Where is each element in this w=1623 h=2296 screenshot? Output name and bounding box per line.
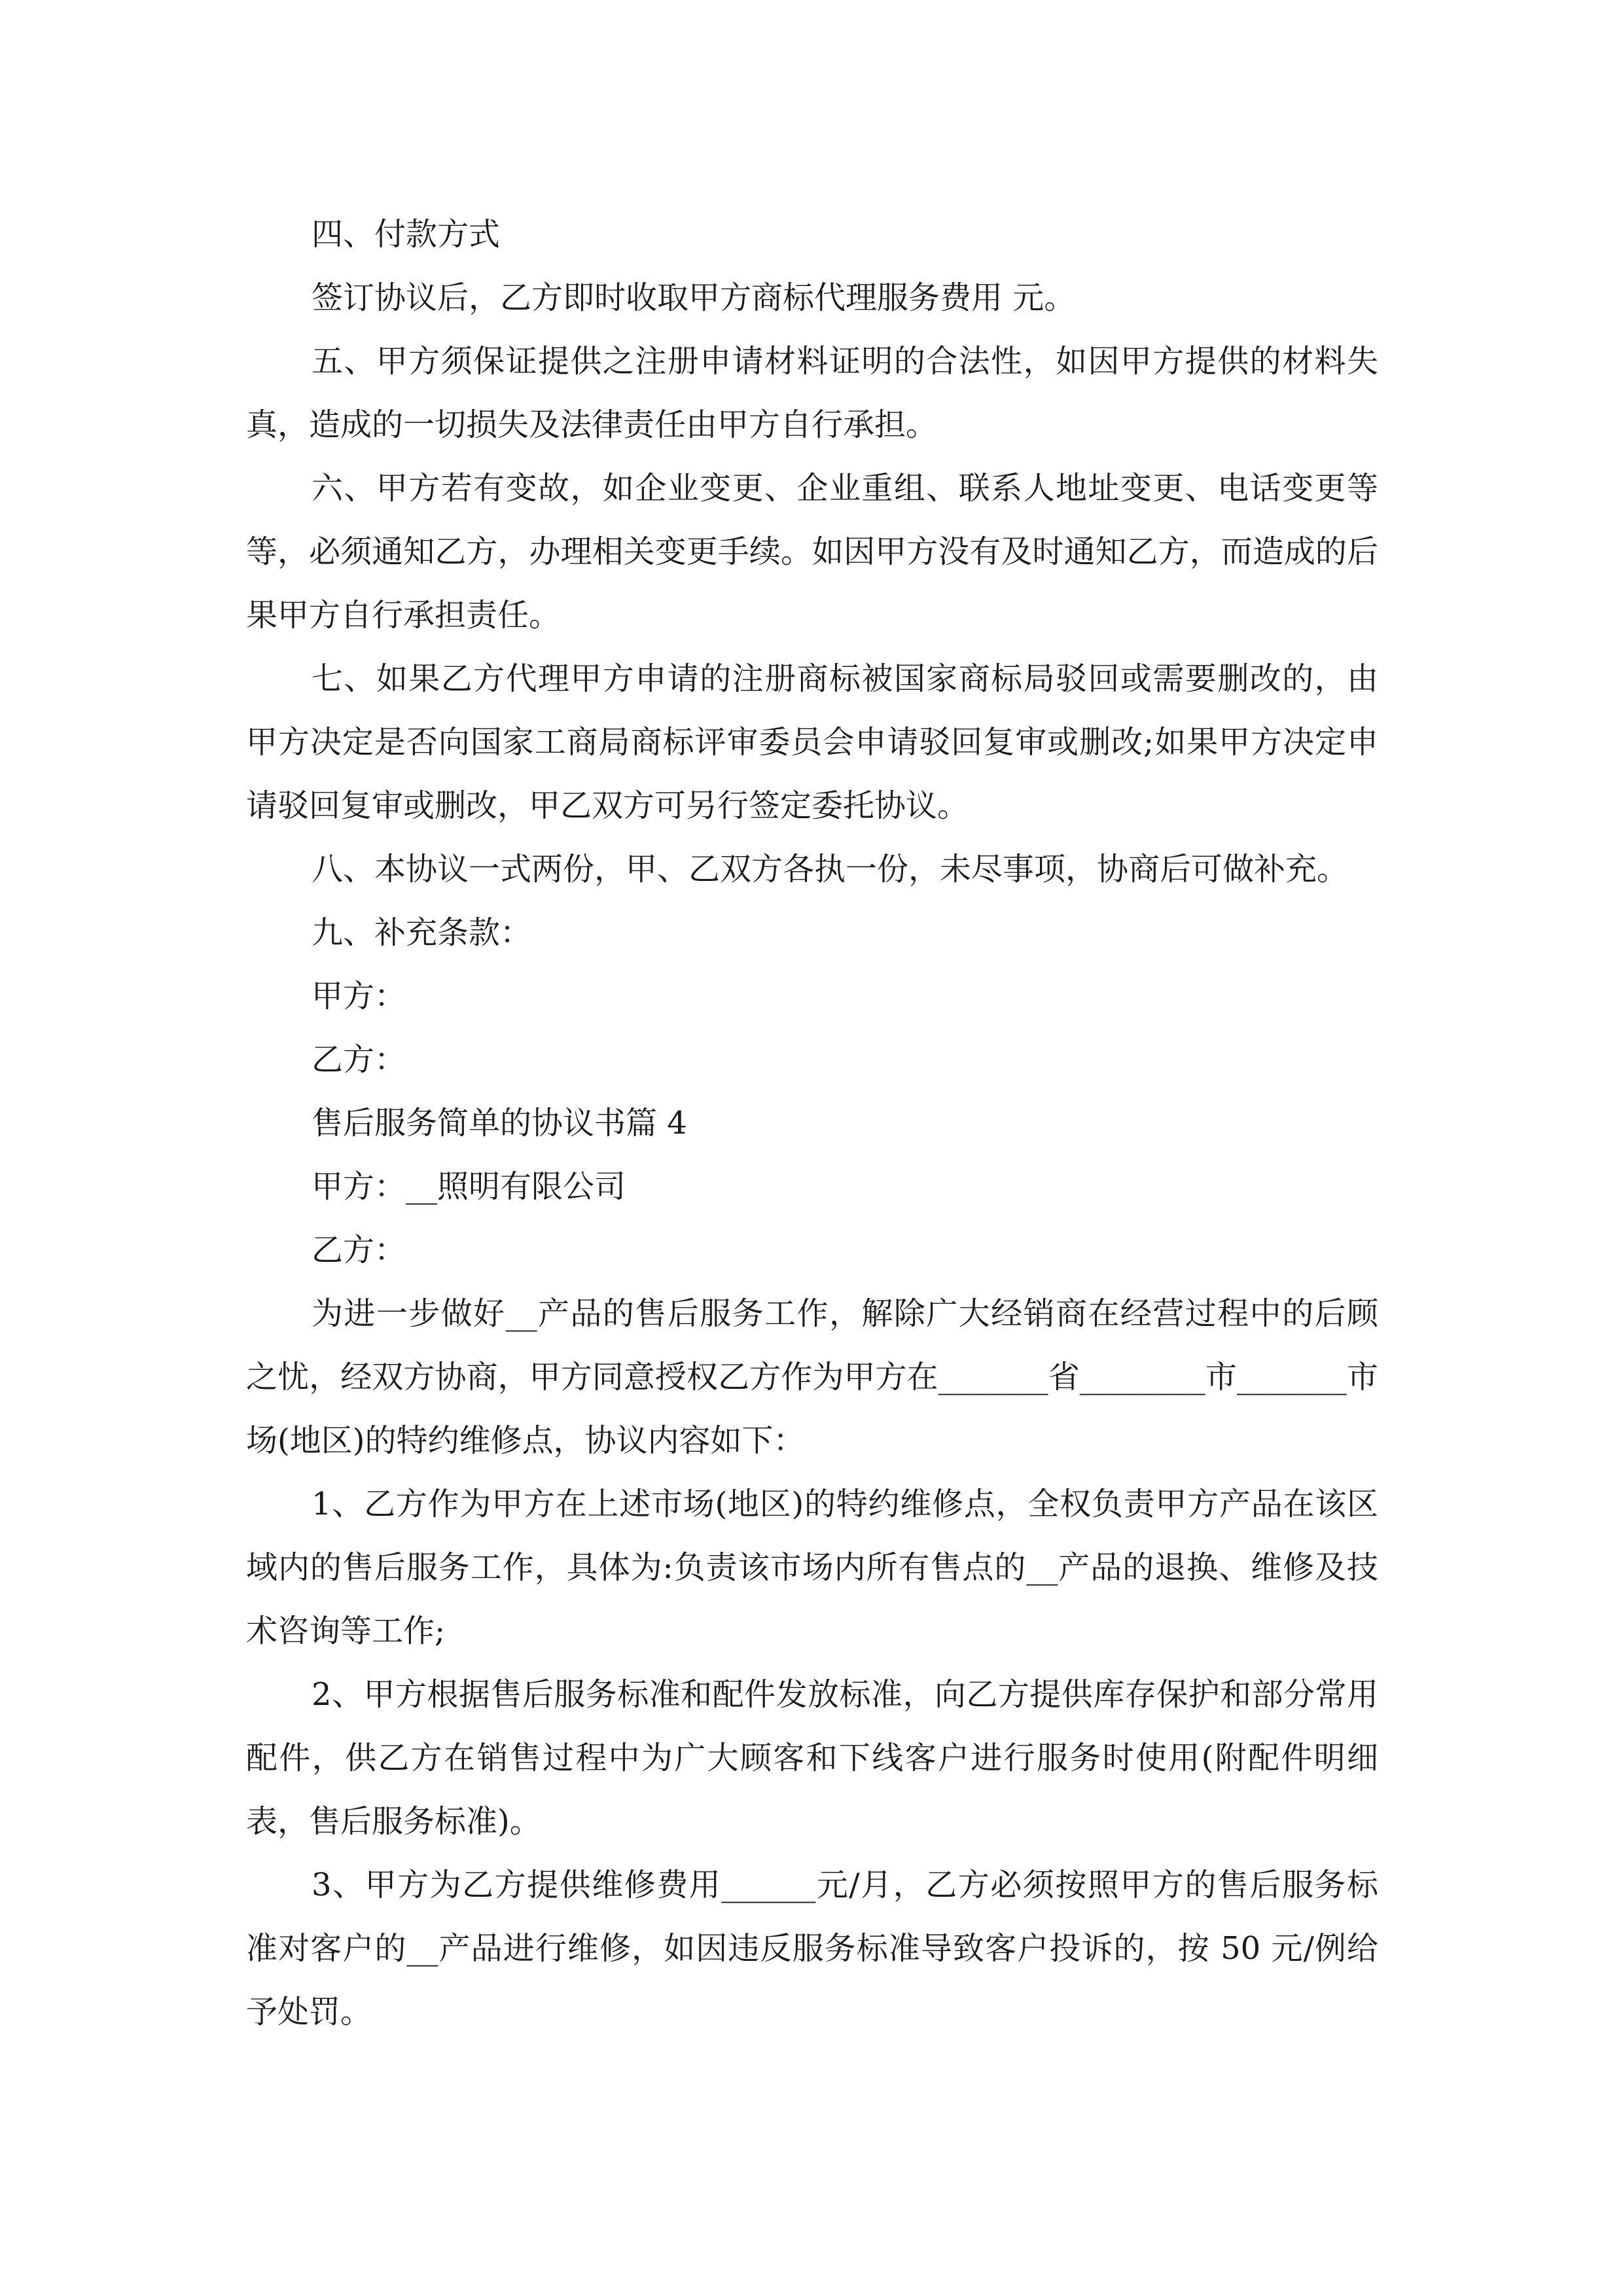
paragraph-clause-7: 七、如果乙方代理甲方申请的注册商标被国家商标局驳回或需要删改的，由甲方决定是否向国家工商局商标评审委员会申请驳回复审或删改;如果甲方决定申请驳回复审或删改，甲乙双方可另行签定委托协议。 (246, 660, 1378, 824)
paragraph-item-3: 3、甲方为乙方提供维修费用______元/月，乙方必须按照甲方的售后服务标准对客户的__产品进行维修，如因违反服务标准导致客户投诉的，按 50 元/例给予处罚。 (246, 1867, 1378, 2030)
party-a-label: 甲方： (312, 978, 406, 1014)
paragraph-clause-5: 五、甲方须保证提供之注册申请材料证明的合法性，如因甲方提供的材料失真，造成的一切损失及法律责任由甲方自行承担。 (246, 343, 1378, 443)
section-heading-payment: 四、付款方式 (312, 216, 501, 253)
paragraph-intro: 为进一步做好__产品的售后服务工作，解除广大经销商在经营过程中的后顾之忧，经双方协商，甲方同意授权乙方作为甲方在_______省________市_______市场(地区)的特约维修点，协议内容如下： (246, 1295, 1378, 1459)
paragraph-clause-6: 六、甲方若有变故，如企业变更、企业重组、联系人地址变更、电话变更等等，必须通知乙方，办理相关变更手续。如因甲方没有及时通知乙方，而造成的后果甲方自行承担责任。 (246, 470, 1378, 634)
paragraph-clause-8: 八、本协议一式两份，甲、乙双方各执一份，未尽事项，协商后可做补充。 (312, 851, 1349, 888)
paragraph-item-2: 2、甲方根据售后服务标准和配件发放标准，向乙方提供库存保护和部分常用配件，供乙方在销售过程中为广大顾客和下线客户进行服务时使用(附配件明细表，售后服务标准)。 (246, 1676, 1378, 1840)
paragraph-clause-9: 九、补充条款： (312, 914, 532, 951)
paragraph-item-1: 1、乙方作为甲方在上述市场(地区)的特约维修点，全权负责甲方产品在该区域内的售后服务工作，具体为:负责该市场内所有售点的__产品的退换、维修及技术咨询等工作; (246, 1486, 1378, 1649)
document-body (246, 203, 1378, 2044)
party-b-label: 乙方： (312, 1041, 406, 1078)
paragraph-payment-terms: 签订协议后，乙方即时收取甲方商标代理服务费用 元。 (312, 279, 1076, 316)
party-b-label-2: 乙方： (312, 1232, 406, 1268)
party-a-company: 甲方：__照明有限公司 (312, 1168, 626, 1205)
section-title: 售后服务简单的协议书篇 4 (312, 1105, 687, 1141)
